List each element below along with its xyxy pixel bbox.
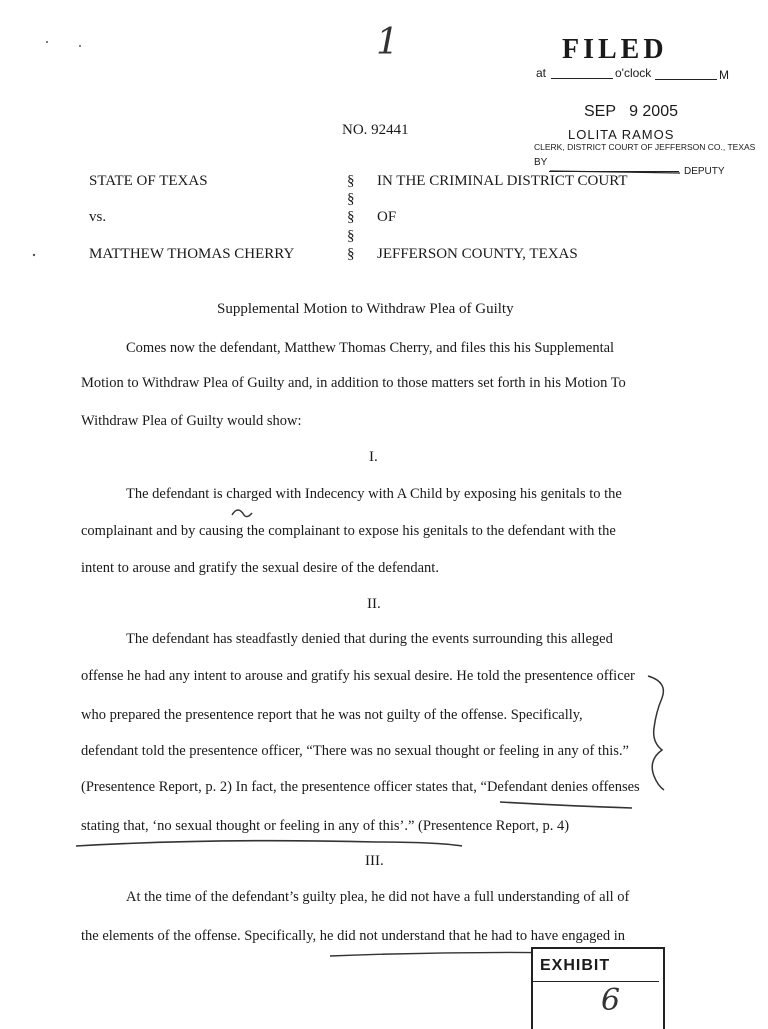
section-mark: §	[347, 228, 355, 244]
section-mark: §	[347, 246, 355, 262]
section-numeral: II.	[367, 596, 381, 612]
case-number: NO. 92441	[342, 122, 409, 138]
filed-m-label: M	[719, 68, 729, 82]
clerk-name: LOLITA RAMOS	[568, 127, 675, 142]
text-line: offense he had any intent to arouse and gratify his sexual desire. He told the presentence officer	[81, 668, 635, 684]
exhibit-label: EXHIBIT	[540, 957, 611, 974]
text-line: defendant told the presentence officer, “There was no sexual thought or feeling in any of this.”	[81, 743, 629, 759]
text-line: complainant and by causing the complainant to expose his genitals to the defendant with the	[81, 523, 616, 539]
caption-of: OF	[377, 209, 397, 225]
filed-oclock-label: o'clock	[615, 66, 652, 80]
text-line: At the time of the defendant’s guilty plea, he did not have a full understanding of all of	[126, 889, 630, 905]
clerk-title: CLERK, DISTRICT COURT OF JEFFERSON CO., TEXAS	[534, 142, 756, 152]
section-numeral: III.	[365, 853, 384, 869]
section-mark: §	[347, 191, 355, 207]
section-mark: §	[347, 173, 355, 189]
exhibit-number: 6	[601, 983, 621, 1018]
filed-at-label: at	[536, 66, 547, 80]
text-line: The defendant is charged with Indecency with A Child by exposing his genitals to the	[126, 486, 622, 502]
exhibit-sticker	[531, 947, 665, 1029]
text-line: Motion to Withdraw Plea of Guilty and, in addition to those matters set forth in his Motion To	[81, 375, 626, 391]
text-line: the elements of the offense. Specifically, he did not understand that he had to have engaged in	[81, 928, 625, 944]
caption-defendant: MATTHEW THOMAS CHERRY	[89, 246, 295, 262]
section-mark: §	[347, 209, 355, 225]
document-title: Supplemental Motion to Withdraw Plea of Guilty	[217, 301, 514, 317]
text-line: The defendant has steadfastly denied that during the events surrounding this alleged	[126, 631, 613, 647]
filed-date: SEP 9 2005	[584, 103, 678, 120]
caption-state: STATE OF TEXAS	[89, 173, 208, 189]
text-line: Comes now the defendant, Matthew Thomas Cherry, and files this his Supplemental	[126, 340, 615, 356]
caption-court: IN THE CRIMINAL DISTRICT COURT	[377, 173, 628, 189]
handwritten-page-number: 1	[376, 22, 399, 63]
caption-vs: vs.	[89, 209, 107, 225]
exhibit-divider	[533, 981, 659, 982]
text-line: who prepared the presentence report that he was not guilty of the offense. Specifically,	[81, 707, 583, 723]
text-line: stating that, ‘no sexual thought or feeling in any of this’.” (Presentence Report, p. 4)	[81, 818, 570, 834]
filed-by-label: BY	[534, 157, 548, 168]
section-numeral: I.	[369, 449, 378, 465]
filed-deputy-label: DEPUTY	[684, 166, 725, 177]
text-line: intent to arouse and gratify the sexual desire of the defendant.	[81, 560, 439, 576]
text-line: (Presentence Report, p. 2) In fact, the presentence officer states that, “Defendant denies offenses	[81, 779, 640, 795]
text-line: Withdraw Plea of Guilty would show:	[81, 413, 302, 429]
filed-stamp-title: FILED	[562, 34, 668, 65]
caption-county: JEFFERSON COUNTY, TEXAS	[377, 246, 578, 262]
